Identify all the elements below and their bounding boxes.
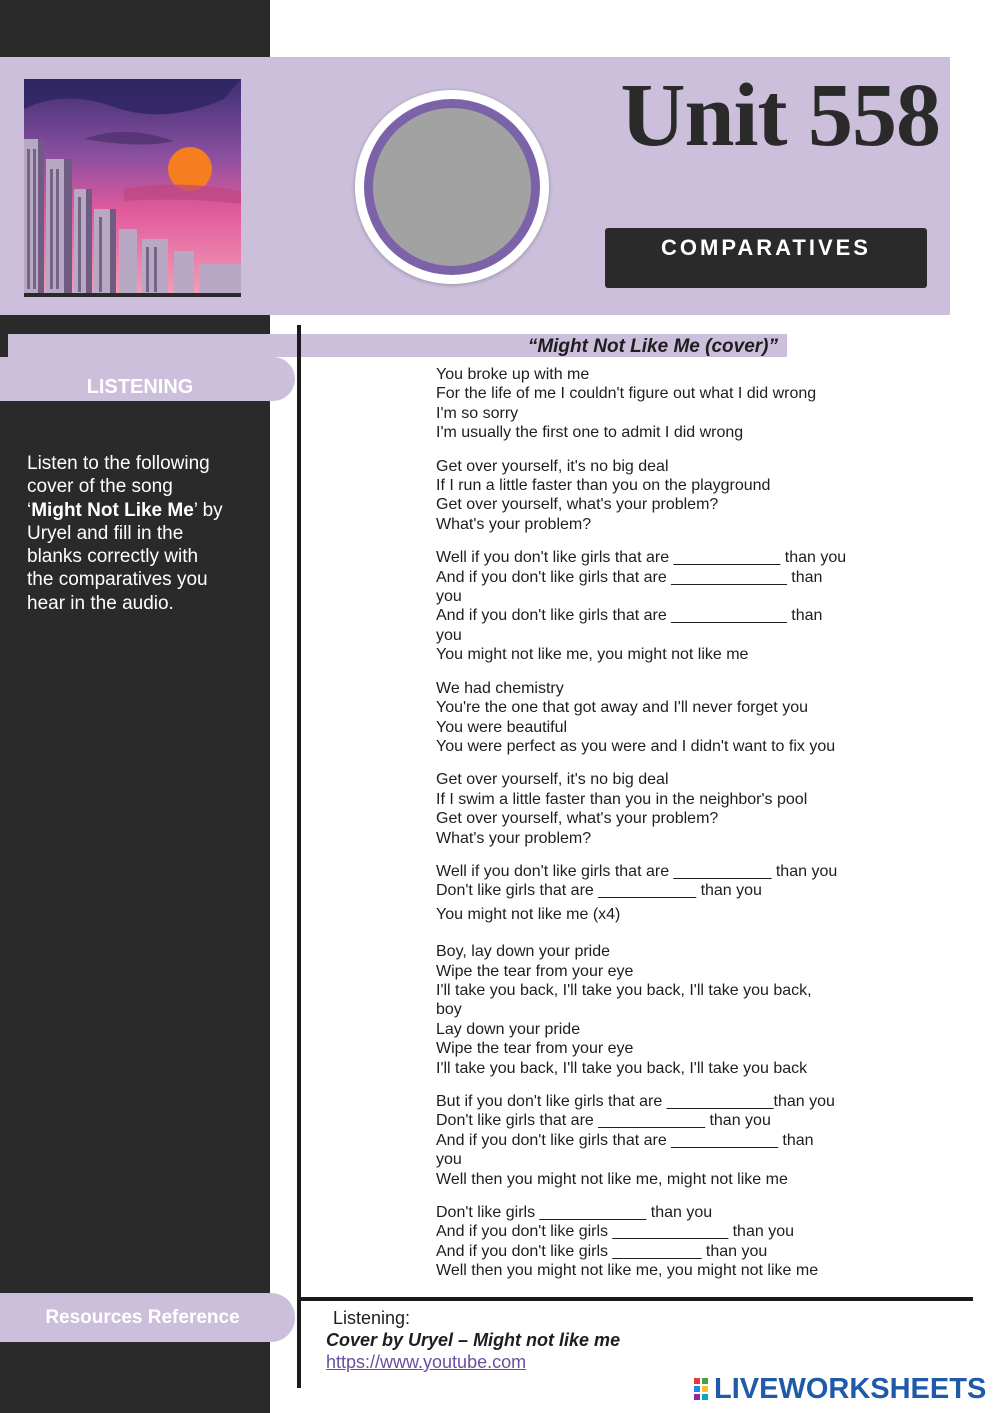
lyric-line: Well then you might not like me, might not like me bbox=[436, 1170, 788, 1188]
stanza-gap bbox=[436, 534, 886, 548]
lyric-line: You might not like me, you might not like me bbox=[436, 646, 749, 664]
listening-tab: LISTENING bbox=[0, 357, 295, 401]
lyric-line: If I swim a little faster than you in the neighbor's pool bbox=[436, 790, 808, 808]
lyric-line: We had chemistry bbox=[436, 679, 564, 697]
reference-link[interactable]: https://www.youtube.com bbox=[326, 1352, 527, 1372]
references-block bbox=[326, 1307, 620, 1373]
lyric-line: And if you don't like girls that are _____________ than bbox=[436, 568, 823, 586]
lyric-line: Get over yourself, it's no big deal bbox=[436, 771, 669, 789]
lyric-line: Well then you might not like me, you might not like me bbox=[436, 1262, 819, 1280]
lyric-line: Don't like girls that are ____________ than you bbox=[436, 1112, 771, 1130]
lyric-line: If I run a little faster than you on the playground bbox=[436, 477, 771, 495]
lyric-line: Get over yourself, it's no big deal bbox=[436, 457, 669, 475]
song-title: “Might Not Like Me (cover)” bbox=[527, 336, 778, 357]
lyric-line: I'm so sorry bbox=[436, 404, 519, 422]
lyric-line: And if you don't like girls that are ____________ than bbox=[436, 1131, 814, 1149]
lyrics-stanza bbox=[436, 457, 886, 535]
lyrics-stanza bbox=[436, 770, 886, 848]
horizontal-divider bbox=[297, 1297, 973, 1301]
lyric-line: you bbox=[436, 626, 462, 644]
stanza-gap bbox=[436, 1189, 886, 1203]
lyrics-stanza bbox=[436, 942, 886, 1078]
lyric-line: Wipe the tear from your eye bbox=[436, 962, 634, 980]
lyrics-stanza bbox=[436, 365, 886, 443]
lyric-line: You're the one that got away and I'll never forget you bbox=[436, 699, 808, 717]
stanza-gap bbox=[436, 924, 886, 942]
stanza-gap bbox=[436, 756, 886, 770]
lyrics-stanza bbox=[436, 862, 886, 901]
lyric-line: Get over yourself, what's your problem? bbox=[436, 496, 719, 514]
lyrics-stanza bbox=[436, 905, 886, 924]
lyric-line: And if you don't like girls _____________ than you bbox=[436, 1223, 794, 1241]
lyrics-container bbox=[436, 365, 886, 1281]
stanza-gap bbox=[436, 443, 886, 457]
lyric-line: Lay down your pride bbox=[436, 1020, 581, 1038]
instructions-part1: Listen to the following cover of the song ‘ bbox=[27, 453, 210, 521]
lyrics-stanza bbox=[436, 1203, 886, 1281]
lyrics-stanza bbox=[436, 548, 886, 664]
lyric-line: You were perfect as you were and I didn't want to fix you bbox=[436, 737, 836, 755]
lyric-line: You were beautiful bbox=[436, 718, 568, 736]
lyric-line: you bbox=[436, 1151, 462, 1169]
instructions-text bbox=[27, 452, 227, 615]
lyric-line: You broke up with me bbox=[436, 366, 590, 383]
lyric-line: Well if you don't like girls that are ___________ than you bbox=[436, 862, 838, 880]
reference-label: Listening: bbox=[333, 1308, 411, 1328]
lyric-line: And if you don't like girls that are _____________ than bbox=[436, 607, 823, 625]
vertical-divider bbox=[297, 325, 301, 1388]
lyric-line: I'll take you back, I'll take you back, I'll take you back, bbox=[436, 981, 812, 999]
stanza-gap bbox=[436, 665, 886, 679]
topic-label: COMPARATIVES bbox=[605, 228, 927, 288]
resources-tab: Resources Reference bbox=[0, 1293, 295, 1342]
lyrics-stanza bbox=[436, 679, 886, 757]
lyric-line: I'll take you back, I'll take you back, I'll take you back bbox=[436, 1059, 808, 1077]
lyric-line: What's your problem? bbox=[436, 515, 592, 533]
lyrics-stanza bbox=[436, 1092, 886, 1189]
brand-name: LIVEWORKSHEETS bbox=[714, 1373, 987, 1405]
city-sunset-image bbox=[24, 79, 241, 297]
stanza-gap bbox=[436, 848, 886, 862]
lyric-line: Get over yourself, what's your problem? bbox=[436, 810, 719, 828]
liveworksheets-logo-icon bbox=[694, 1378, 716, 1400]
lyric-line: Don't like girls that are ___________ than you bbox=[436, 882, 762, 900]
lyric-line: Boy, lay down your pride bbox=[436, 943, 611, 961]
stanza-gap bbox=[436, 1078, 886, 1092]
lyric-line: For the life of me I couldn't figure out what I did wrong bbox=[436, 385, 817, 403]
instructions-part2: ’ by Uryel and fill in the blanks correctly with the comparatives you hear in the audio. bbox=[27, 499, 223, 614]
lyric-line: But if you don't like girls that are ____________than you bbox=[436, 1093, 835, 1110]
lyric-line: You might not like me (x4) bbox=[436, 905, 621, 923]
instructions-song-name: Might Not Like Me bbox=[31, 499, 194, 521]
unit-title: Unit 558 bbox=[620, 66, 940, 165]
lyric-line: Well if you don't like girls that are ____________ than you bbox=[436, 549, 847, 567]
lyric-line: Don't like girls ____________ than you bbox=[436, 1204, 713, 1222]
lyric-line: What's your problem? bbox=[436, 829, 592, 847]
lyric-line: I'm usually the first one to admit I did wrong bbox=[436, 424, 744, 442]
header-photo bbox=[24, 79, 241, 297]
lyric-line: And if you don't like girls __________ than you bbox=[436, 1242, 768, 1260]
lyric-line: Wipe the tear from your eye bbox=[436, 1040, 634, 1058]
lyric-line: boy bbox=[436, 1001, 462, 1019]
badge-circle-placeholder bbox=[373, 108, 531, 266]
reference-credit: Cover by Uryel – Might not like me bbox=[326, 1330, 621, 1350]
lyric-line: you bbox=[436, 588, 462, 606]
